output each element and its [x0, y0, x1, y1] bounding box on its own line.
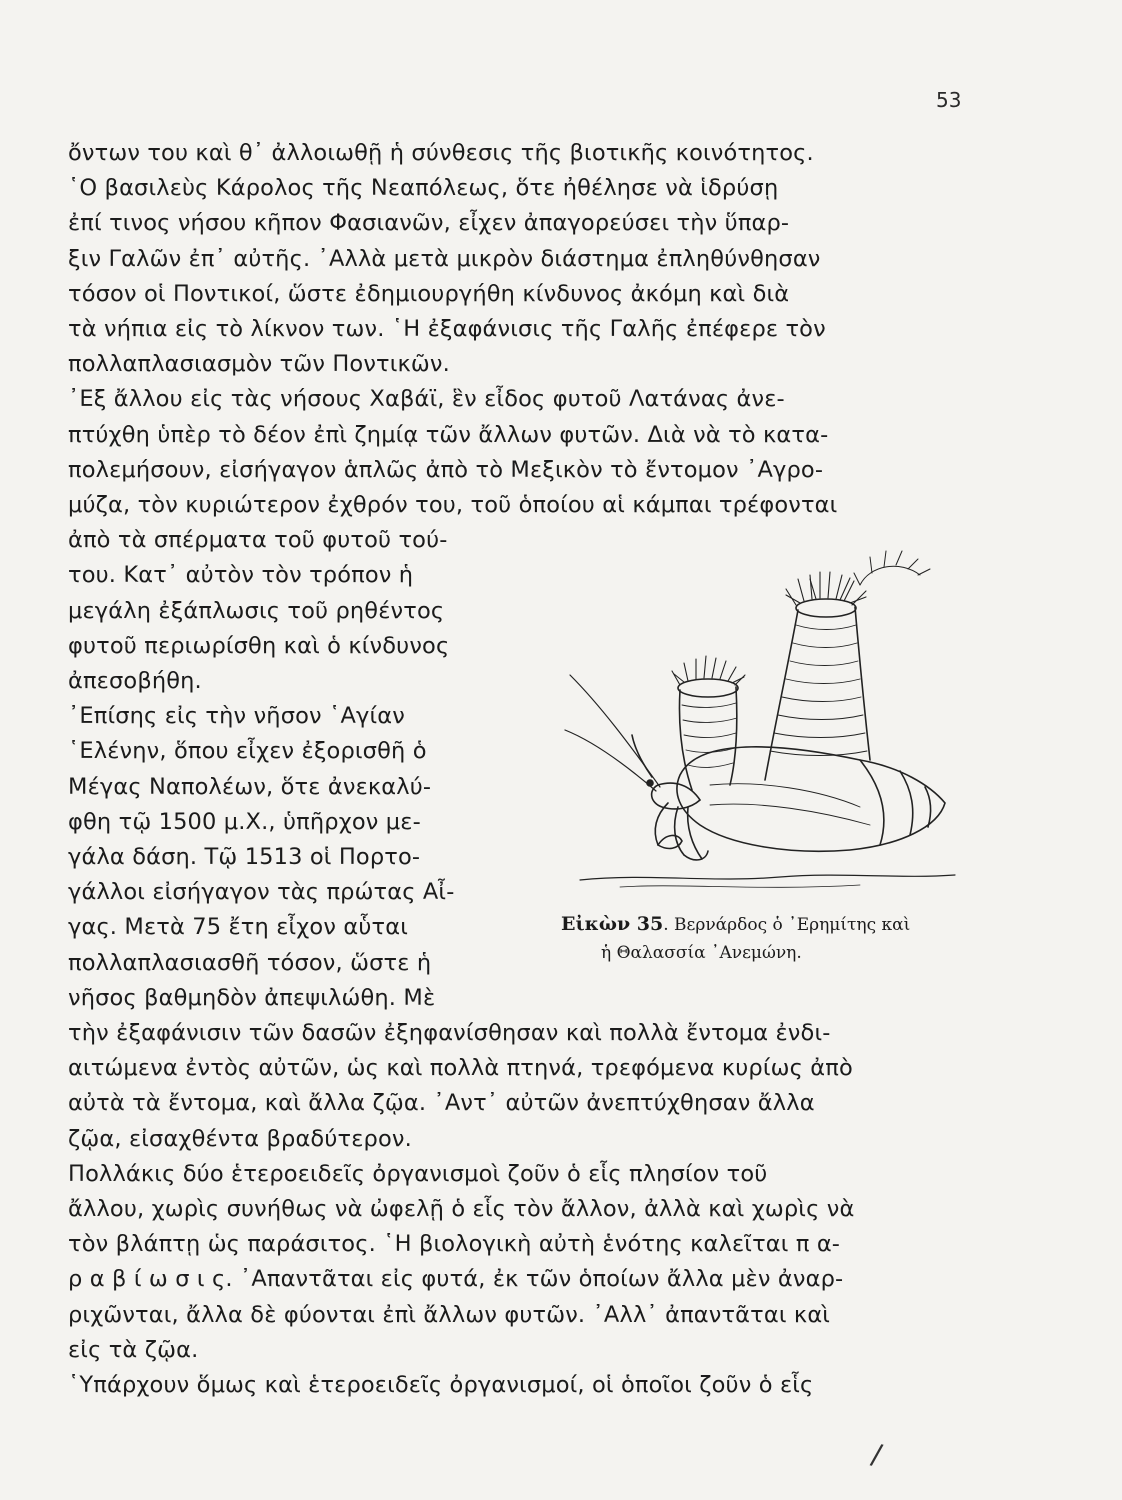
text-line: αὐτὰ τὰ ἔντομα, καὶ ἄλλα ζῷα. ᾽Αντ᾽ αὐτῶν ἀνεπτύχθησαν ἄλλα	[68, 1090, 815, 1117]
text-line: φθη τῷ 1500 μ.Χ., ὑπῆρχον με-	[68, 808, 421, 835]
text-line: τόσον οἱ Ποντικοί, ὥστε ἐδημιουργήθη κίνδυνος ἀκόμη καὶ διὰ	[68, 280, 790, 307]
text-line: Μέγας Ναπολέων, ὅτε ἀνεκαλύ-	[68, 773, 432, 800]
text-line: πολλαπλασιασθῆ τόσον, ὥστε ἡ	[68, 949, 432, 976]
text-line: τὸν βλάπτῃ ὡς παράσιτος. ῾Η βιολογικὴ αὐτὴ ἑνότης καλεῖται π α-	[68, 1231, 841, 1258]
text-line: μύζα, τὸν κυριώτερον ἐχθρόν του, τοῦ ὁποίου αἱ κάμπαι τρέφονται	[68, 492, 838, 518]
text-line: του. Κατ᾽ αὐτὸν τὸν τρόπον ἡ	[68, 562, 414, 589]
text-line: πτύχθη ὑπὲρ τὸ δέον ἐπὶ ζημίᾳ τῶν ἄλλων φυτῶν. Διὰ νὰ τὸ κατα-	[68, 421, 829, 448]
text-line: αιτώμενα ἐντὸς αὐτῶν, ὡς καὶ πολλὰ πτηνά, τρεφόμενα κυρίως ἀπὸ	[68, 1055, 853, 1082]
text-line: ῾Ο βασιλεὺς Κάρολος τῆς Νεαπόλεως, ὅτε ἠθέλησε νὰ ἱδρύσῃ	[68, 175, 779, 202]
text-line: ἄλλου, χωρὶς συνήθως νὰ ὠφελῇ ὁ εἷς τὸν ἄλλον, ἀλλὰ καὶ χωρὶς νὰ	[68, 1196, 855, 1222]
text-line: πολλαπλασιασμὸν τῶν Ποντικῶν.	[68, 351, 450, 378]
text-line: μεγάλη ἐξάπλωσις τοῦ ρηθέντος	[68, 597, 445, 624]
caption-text: . Βερνάρδος ὁ ᾽Ερημίτης καὶ	[663, 915, 911, 935]
text-line: ἐπί τινος νήσου κῆπον Φασιανῶν, εἶχεν ἀπαγορεύσει τὴν ὕπαρ-	[68, 210, 790, 237]
text-line: ζῷα, εἰσαχθέντα βραδύτερον.	[68, 1125, 412, 1152]
stray-mark: /	[868, 1437, 885, 1472]
page-number: 53	[936, 88, 962, 112]
text-line: ᾽Επίσης εἰς τὴν νῆσον ῾Αγίαν	[68, 703, 405, 730]
text-line: Πολλάκις δύο ἑτεροειδεῖς ὀργανισμοὶ ζοῦν ὁ εἷς πλησίον τοῦ	[68, 1160, 768, 1187]
text-line: ρ α β ί ω σ ι ς. ᾽Απαντᾶται εἰς φυτά, ἐκ τῶν ὁποίων ἄλλα μὲν ἀναρ-	[68, 1266, 844, 1293]
text-line: ᾽Εξ ἄλλου εἰς τὰς νήσους Χαβάϊ, ἓν εἶδος φυτοῦ Λατάνας ἀνε-	[68, 386, 785, 413]
text-line: ἀπὸ τὰ σπέρματα τοῦ φυτοῦ τού-	[68, 527, 448, 554]
text-line: ῾Ελένην, ὅπου εἶχεν ἐξορισθῆ ὁ	[68, 738, 427, 765]
text-line: γάλα δάση. Τῷ 1513 οἱ Πορτο-	[68, 844, 421, 870]
text-line: ριχῶνται, ἄλλα δὲ φύονται ἐπὶ ἄλλων φυτῶν. ᾽Αλλ᾽ ἀπαντᾶται καὶ	[68, 1301, 831, 1328]
text-line: ξιν Γαλῶν ἐπ᾽ αὐτῆς. ᾽Αλλὰ μετὰ μικρὸν διάστημα ἐπληθύνθησαν	[68, 245, 821, 272]
text-line: εἰς τὰ ζῷα.	[68, 1336, 199, 1363]
text-line: ἀπεσοβήθη.	[68, 668, 202, 694]
figure-label: Εἰκὼν 35	[561, 913, 664, 935]
text-line: ὄντων του καὶ θ᾽ ἀλλοιωθῇ ἡ σύνθεσις τῆς βιοτικῆς κοινότητος.	[68, 140, 814, 166]
text-line: τὴν ἐξαφάνισιν τῶν δασῶν ἐξηφανίσθησαν καὶ πολλὰ ἔντομα ἐνδι-	[68, 1020, 831, 1046]
text-line: φυτοῦ περιωρίσθη καὶ ὁ κίνδυνος	[68, 632, 450, 659]
caption-line-2: ἡ Θαλασσία ᾽Ανεμώνη.	[601, 943, 802, 963]
text-line: γάλλοι εἰσήγαγον τὰς πρώτας Αἶ-	[68, 879, 455, 906]
text-line: τὰ νήπια εἰς τὸ λίκνον των. ῾Η ἐξαφάνισις τῆς Γαλῆς ἐπέφερε τὸν	[68, 316, 826, 342]
text-line: νῆσος βαθμηδὸν ἀπεψιλώθη. Μὲ	[68, 984, 436, 1011]
text-line: πολεμήσουν, εἰσήγαγον ἁπλῶς ἀπὸ τὸ Μεξικὸν τὸ ἔντομον ᾽Αγρο-	[68, 456, 824, 483]
text-line: ῾Υπάρχουν ὅμως καὶ ἑτεροειδεῖς ὀργανισμοί, οἱ ὁποῖοι ζοῦν ὁ εἷς	[68, 1372, 814, 1398]
hermit-crab-anemone-illustration	[560, 545, 960, 905]
text-line: γας. Μετὰ 75 ἔτη εἶχον αὗται	[68, 914, 408, 941]
figure-caption	[561, 910, 1001, 967]
